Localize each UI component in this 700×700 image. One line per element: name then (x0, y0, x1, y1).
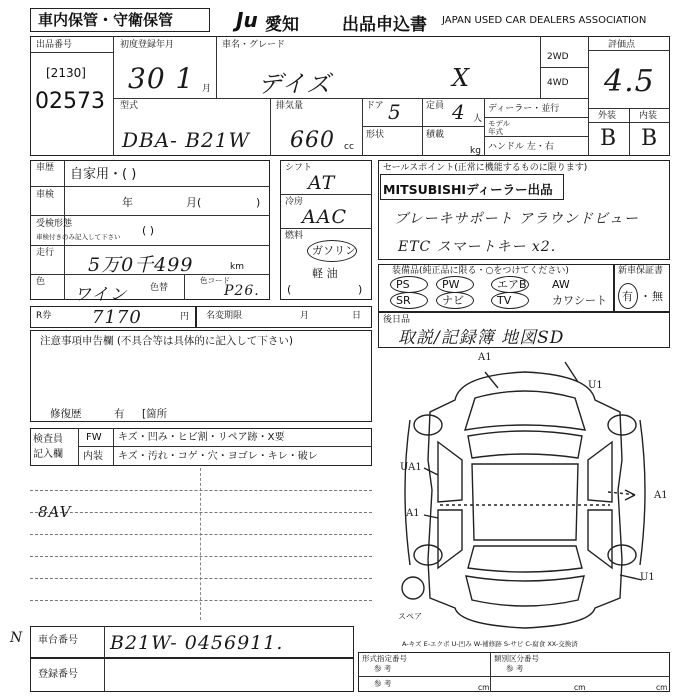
divider (422, 98, 423, 156)
shift-label: シフト (285, 163, 313, 173)
load-label: 積載 (426, 130, 445, 140)
repair-label: 修復歴 (50, 408, 82, 420)
divider (78, 446, 372, 447)
color-code-label: 色コード (200, 276, 230, 285)
model-year-label: モデル 年式 (488, 119, 511, 136)
displacement-unit: cc (344, 142, 354, 152)
fuel-diesel: 軽 油 (312, 267, 338, 280)
displacement-value: 660 (290, 128, 335, 153)
damage-mark-rear: U1 (640, 572, 655, 583)
aftermarket-label: 後日品 (383, 315, 411, 325)
class-no-label: 類別区分番号 (494, 654, 539, 663)
inspector-row-2: キズ・汚れ・コゲ・穴・ヨゴレ・キレ・破レ (118, 451, 318, 462)
storage-badge-text: 車内保管・守衛保管 (38, 11, 174, 29)
dims-label: 参 考 (374, 679, 392, 688)
sales-line-1: ブレーキサポート アラウンドビュー (394, 211, 639, 227)
inspector-interior: 内装 (83, 451, 103, 462)
chassis-label: 車台番号 (38, 635, 78, 646)
first-reg-label: 初度登録年月 (120, 40, 175, 50)
divider (64, 160, 65, 300)
dims-unit-3: cm (656, 683, 668, 692)
logo-region: 愛知 (265, 15, 299, 35)
divider (113, 98, 588, 99)
fuel-paren-close: ) (358, 283, 363, 296)
model-code-value: DBA- B21W (122, 128, 250, 152)
form-title: 出品申込書 (342, 15, 427, 35)
name-change-label: 名変期限 (206, 311, 243, 321)
dealer-label: ディーラー・並行 (488, 104, 560, 114)
divider (30, 52, 113, 53)
equipment-item: TV (497, 294, 512, 307)
inspection-label: 受検形態 (36, 219, 73, 229)
mileage-value: 5万0千499 (88, 254, 194, 276)
drive-4wd: 4WD (547, 78, 569, 88)
equipment-item: PS (396, 278, 410, 291)
divider (30, 245, 270, 246)
handle-label: ハンドル 左・右 (488, 142, 554, 152)
ac-value: AAC (302, 206, 347, 228)
lot-number: 02573 (35, 89, 105, 114)
doors-label: ドア (366, 101, 384, 111)
fuel-label: 燃料 (285, 231, 304, 241)
doors-value: 5 (388, 100, 402, 124)
name-change-day: 日 (352, 311, 362, 321)
divider (184, 274, 185, 300)
divider (490, 652, 491, 692)
divider (113, 428, 114, 466)
equipment-item: ナビ (442, 294, 464, 307)
color-change-label: 色替 (150, 283, 169, 293)
remarks-line (30, 556, 372, 557)
car-name-label: 車名・グレード (222, 40, 286, 50)
mileage-unit: km (230, 262, 244, 272)
equipment-item: カワシート (552, 294, 607, 307)
damage-mark-top-right: U1 (588, 380, 603, 391)
spec-no-sub: 参 考 (374, 664, 392, 673)
dims-unit-2: cm (574, 683, 586, 692)
divider (216, 36, 217, 98)
divider (280, 228, 372, 229)
divider (484, 136, 588, 137)
color-label: 色 (36, 277, 46, 287)
damage-mark-right: A1 (654, 490, 668, 501)
car-diagram (380, 350, 670, 640)
model-code-label: 型式 (120, 101, 139, 111)
divider (484, 117, 588, 118)
dims-unit-1: cm (478, 683, 490, 692)
interior-grade: B (641, 126, 659, 151)
load-unit: kg (470, 146, 481, 156)
margin-mark: N (10, 630, 24, 646)
grade-value: 4.5 (604, 64, 655, 99)
divider (588, 36, 589, 156)
interior-label: 内装 (639, 111, 658, 121)
damage-legend: A-キズ E-エクボ U-凹み W-補修跡 S-サビ C-腐食 XX-交換済 (402, 640, 578, 648)
equipment-label: 装備品(純正品に限る・○をつけてください) (392, 266, 569, 276)
aftermarket-value: 取説/記録簿 地図SD (398, 328, 565, 348)
history-value: 自家用・( ) (70, 167, 137, 182)
inspector-row-1: キズ・凹み・ヒビ割・リペア跡・X要 (118, 432, 285, 443)
equipment-item: AW (552, 278, 570, 291)
sales-label: セールスポイント(正常に機能するものに限ります) (383, 163, 588, 173)
shaken-year: 年 (122, 196, 133, 209)
mileage-label: 走行 (36, 248, 55, 258)
recycle-unit: 円 (180, 312, 190, 322)
lot-label: 出品番号 (36, 40, 73, 50)
dealer-badge-text: MITSUBISHIディーラー出品 (383, 182, 553, 197)
inspector-remark: 8AV (38, 503, 72, 521)
fuel-paren-open: ( (287, 283, 292, 296)
name-change-month: 月 (300, 311, 310, 321)
first-reg-value: 30 1 (128, 62, 195, 95)
warranty-no: 無 (652, 290, 663, 303)
seats-unit: 人 (473, 114, 483, 124)
damage-mark-top: A1 (478, 352, 492, 363)
divider (540, 67, 588, 68)
divider (270, 98, 271, 156)
damage-mark-left-2: A1 (406, 508, 420, 519)
repair-value: 有 (114, 408, 125, 420)
shift-value: AT (308, 172, 336, 194)
damage-mark-left-1: UA1 (400, 462, 422, 473)
equipment-item: PW (442, 278, 460, 291)
divider (362, 98, 363, 156)
spare-label: スペア (398, 612, 422, 621)
displacement-label: 排気量 (276, 101, 304, 111)
color-code-value: P26. (224, 283, 260, 299)
seats-label: 定員 (426, 101, 445, 111)
car-name-value: デイズ (258, 70, 332, 98)
divider (30, 215, 270, 216)
grade-value: X (452, 64, 471, 92)
exterior-label: 外装 (598, 111, 617, 121)
divider (78, 428, 79, 466)
inspection-value: ( ) (142, 224, 155, 237)
lot-sub-number: [2130] (46, 66, 86, 80)
ju-logo: Ju (236, 8, 258, 32)
recycle-label: R券 (36, 311, 52, 321)
inspector-fw: FW (86, 432, 102, 443)
divider (30, 186, 270, 187)
remarks-line (30, 512, 372, 513)
chassis-value: B21W- 0456911. (110, 632, 284, 654)
shaken-close: ) (256, 196, 261, 209)
remarks-line (30, 578, 372, 579)
remarks-line (30, 600, 372, 601)
remarks-line (30, 490, 372, 491)
history-label: 車歴 (36, 163, 55, 173)
registration-block (30, 658, 354, 692)
recycle-value: 7170 (92, 307, 142, 328)
first-reg-unit: 月 (202, 84, 212, 94)
class-no-sub: 参 考 (506, 664, 524, 673)
seats-value: 4 (452, 100, 466, 124)
ac-label: 冷房 (285, 197, 304, 207)
equipment-item: SR (396, 294, 411, 307)
notice-label: 注意事項申告欄 (不具合等は具体的に記入して下さい) (40, 335, 294, 347)
shape-label: 形状 (366, 130, 385, 140)
divider (484, 98, 485, 156)
divider (113, 36, 114, 156)
spec-no-label: 形式指定番号 (362, 654, 407, 663)
color-value: ワイン (74, 285, 128, 305)
shaken-month: 月( (186, 196, 202, 209)
sales-line-2: ETC スマートキー x2. (398, 239, 557, 255)
warranty-sep: ・ (640, 290, 651, 303)
divider (362, 126, 484, 127)
divider (280, 194, 372, 195)
inspector-label: 検査員 記入欄 (33, 434, 63, 460)
inspection-note: 車検付きのみ記入して下さい (36, 233, 121, 241)
grade-label: 評価点 (608, 40, 636, 50)
drive-2wd: 2WD (547, 52, 569, 62)
registration-label: 登録番号 (38, 669, 78, 680)
repair-location: [箇所 (142, 408, 168, 420)
shaken-label: 車検 (36, 190, 55, 200)
remarks-line (30, 534, 372, 535)
equipment-item: エアB (497, 278, 527, 291)
exterior-grade: B (600, 126, 618, 151)
divider (629, 108, 630, 156)
fuel-gas: ガソリン (312, 244, 356, 257)
divider (588, 50, 670, 51)
warranty-label: 新車保証書 (618, 266, 664, 276)
association-name: JAPAN USED CAR DEALERS ASSOCIATION (442, 15, 647, 26)
warranty-yes: 有 (622, 290, 633, 303)
divider (358, 676, 670, 677)
